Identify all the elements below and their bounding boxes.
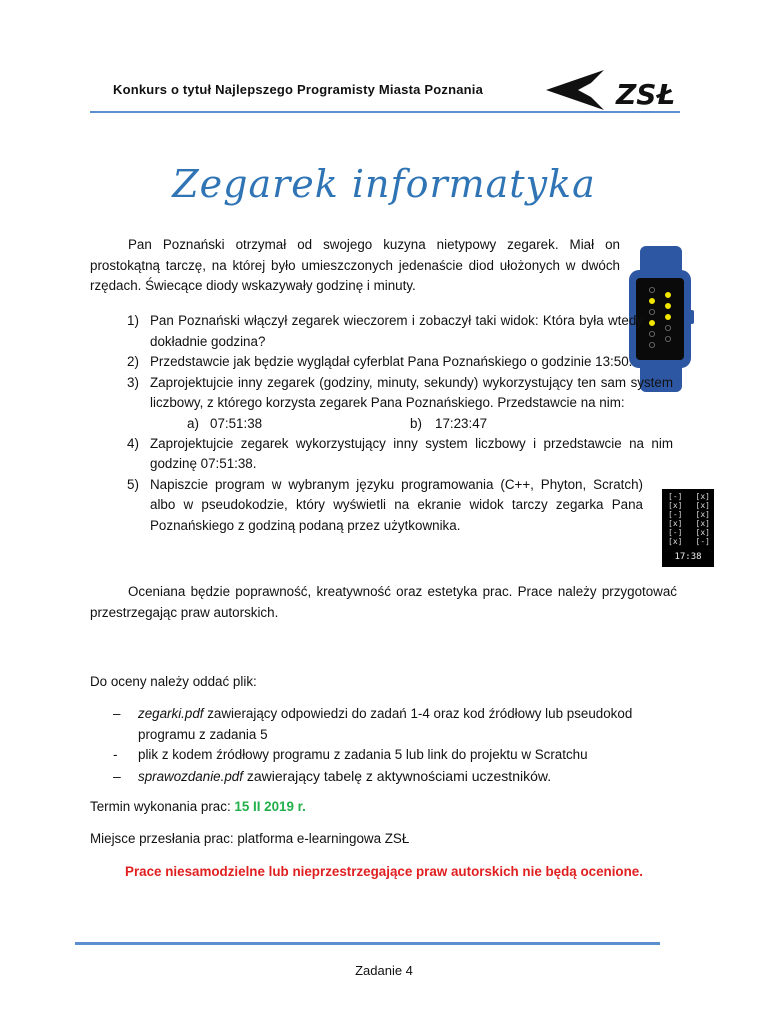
deadline-value: 15 II 2019 r. — [234, 799, 306, 814]
list-item: – zegarki.pdf zawierający odpowiedzi do zadań 1-4 oraz kod źródłowy lub pseudokod programu z zadania 5 — [113, 706, 633, 742]
sub-a-value: 07:51:38 — [210, 415, 263, 431]
binary-clock-cell: [-] — [695, 537, 710, 546]
watch-led — [665, 292, 670, 297]
binary-clock-cell: [x] — [668, 501, 683, 510]
list-item: 4) Zaprojektujcie zegarek wykorzystujący inny system liczbowy i przedstawcie na nim godzinę 07:51:38. — [127, 435, 673, 471]
sub-a-label: a) — [187, 415, 199, 431]
binary-clock-row — [668, 510, 710, 519]
sub-answers — [90, 414, 650, 434]
page-footer: Zadanie 4 — [355, 963, 413, 978]
watch-led — [665, 314, 670, 319]
task-list — [90, 311, 673, 536]
binary-clock-cell: [-] — [668, 528, 683, 537]
watch-led — [649, 298, 654, 303]
sub-b-value: 17:23:47 — [435, 415, 488, 431]
binary-clock-cell: [x] — [695, 519, 710, 528]
list-item: - plik z kodem źródłowy programu z zadania 5 lub link do projektu w Scratchu — [113, 747, 588, 762]
deadline-line — [90, 799, 306, 814]
binary-clock-illustration — [662, 489, 714, 567]
watch-led — [665, 303, 670, 308]
binary-clock-row — [668, 492, 710, 501]
deadline-label: Termin wykonania prac: — [90, 799, 235, 814]
list-item: 3) Zaprojektujcie inny zegarek (godziny, minuty, sekundy) wykorzystujący ten sam system liczbowy, z którego korzysta zegarek Pana Poznańskiego. Przedstawcie na nim: — [127, 374, 673, 410]
binary-clock-row — [668, 501, 710, 510]
closing-paragraph: Oceniana będzie poprawność, kreatywność oraz estetyka prac. Prace należy przygotować przestrzegając praw autorskich. — [90, 584, 677, 620]
watch-led — [649, 320, 654, 325]
binary-clock-cell: [-] — [668, 492, 683, 501]
binary-clock-cell: [x] — [695, 501, 710, 510]
sub-b-label: b) — [410, 415, 422, 431]
document-title: Zegarek informatyka — [172, 162, 596, 206]
footer-divider — [75, 942, 660, 945]
logo-text: ZSŁ — [616, 78, 675, 111]
header-title: Konkurs o tytuł Najlepszego Programisty Miasta Poznania — [113, 82, 484, 97]
header-divider — [90, 111, 680, 113]
list-item: 2) Przedstawcie jak będzie wyglądał cyferblat Pana Poznańskiego o godzinie 13:50. — [127, 354, 633, 369]
binary-clock-row — [668, 528, 710, 537]
binary-clock-cell: [x] — [668, 519, 683, 528]
binary-clock-row — [668, 519, 710, 528]
list-item: 5) Napiszcie program w wybranym języku programowania (C++, Phyton, Scratch) albo w pseudokodzie, który wyświetli na ekranie widok tarczy zegarka Pana Poznańskiego z godziną podaną przez użytkownika. — [127, 476, 643, 533]
binary-clock-cell: [x] — [695, 510, 710, 519]
binary-clock-cell: [x] — [695, 528, 710, 537]
binary-clock-time: 17:38 — [674, 552, 702, 562]
binary-clock-cell: [x] — [695, 492, 710, 501]
warning-text: Prace niesamodzielne lub nieprzestrzegające praw autorskich nie będą ocenione. — [125, 864, 643, 879]
submit-heading: Do oceny należy oddać plik: — [90, 674, 257, 689]
list-item: – sprawozdanie.pdf zawierający tabelę z aktywnościami uczestników. — [113, 767, 552, 784]
intro-paragraph: Pan Poznański otrzymał od swojego kuzyna nietypowy zegarek. Miał on prostokątną tarczę, na której było umieszczonych jedenaście diod ułożonych w dwóch rzędach. Świecące diody wskazywały godzinę i minuty. — [90, 237, 620, 293]
binary-clock-cell: [x] — [668, 537, 683, 546]
file-list — [113, 704, 678, 787]
upload-info: Miejsce przesłania prac: platforma e-learningowa ZSŁ — [90, 831, 410, 846]
binary-clock-row — [668, 537, 710, 546]
list-item: 1) Pan Poznański włączył zegarek wieczorem i zobaczył taki widok: Która była wtedy dokładnie godzina? — [127, 313, 643, 349]
zsl-logo — [544, 68, 682, 112]
binary-clock-cell: [-] — [668, 510, 683, 519]
